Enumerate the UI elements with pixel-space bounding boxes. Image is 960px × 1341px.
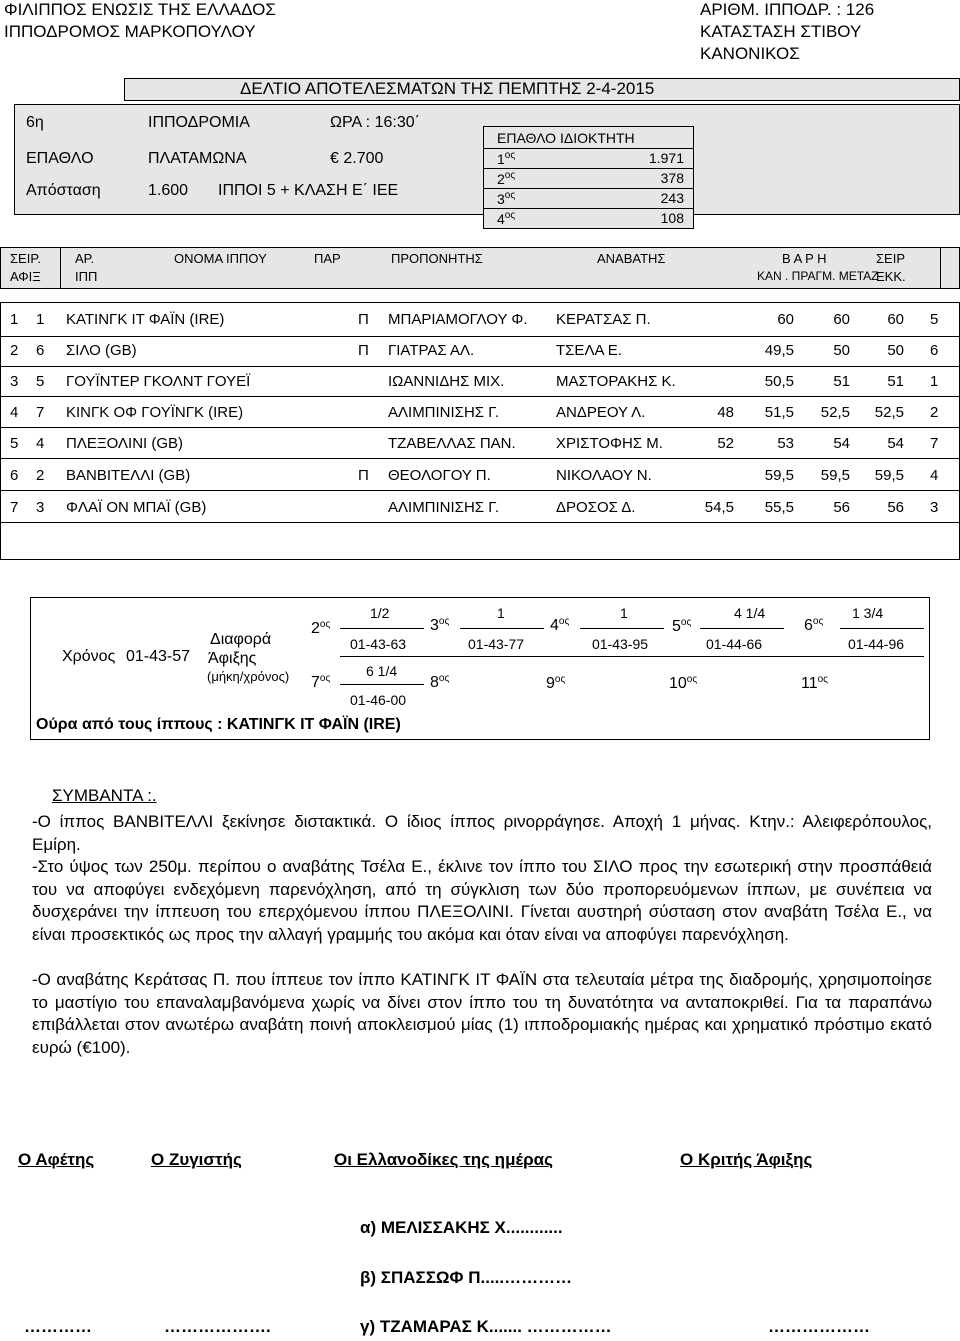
weigher-signature-line: ………………. <box>164 1317 271 1336</box>
row-trainer: ΓΙΑΤΡΑΣ ΑΛ. <box>388 342 475 359</box>
row-horse-name: ΣΙΛΟ (GB) <box>66 342 137 359</box>
row-weight-official: 53 <box>777 435 794 452</box>
row-weight-carried: 51 <box>887 373 904 390</box>
official-judge: Ο Κριτής Άφιξης <box>680 1150 813 1169</box>
owner-prize-amount: 1.971 <box>648 150 684 166</box>
row-jockey: ΜΑΣΤΟΡΑΚΗΣ Κ. <box>556 373 676 390</box>
time-3: 01-43-77 <box>468 636 525 652</box>
row-jockey: ΝΙΚΟΛΑΟΥ Ν. <box>556 467 652 484</box>
official-weigher: Ο Ζυγιστής <box>151 1150 242 1169</box>
starter-signature-line: ………… <box>24 1317 92 1336</box>
event-paragraph-2: -Στο ύψος των 250μ. περίπου ο αναβάτης Τσέλα Ε., έκλινε τον ίππο του ΣΙΛΟ προς την εσωτερική στην προσπάθειά του να αποφύγει ενδεχόμενη παρενόχληση, από τη σύγκλιση των δύο προπορευόμενων ίππων, με συνέπεια να δυσχεράνει την ίππευση του επερχόμενου ίππου ΠΛΕΞΟΛΙΝΙ. Γίνεται αυστηρή σύσταση στον αναβάτη Τσέλα Ε., να είναι προσεκτικός ως προς την αλλαγή γραμμής του ακόμα και όταν είναι να αποφύγει παρενόχληση. <box>32 857 932 944</box>
owner-prize-title: ΕΠΑΘΛΟ ΙΔΙΟΚΤΗΤΗ <box>497 130 635 146</box>
row-horse-name: ΒΑΝΒΙΤΕΛΛΙ (GB) <box>66 467 191 484</box>
racecourse-number: ΑΡΙΘΜ. ΙΠΠΟΔΡ. : 126 <box>700 0 875 19</box>
distance-value: 1.600 <box>148 182 189 199</box>
row-position: 5 <box>10 435 19 452</box>
winning-time: 01-43-57 <box>126 648 191 665</box>
row-horse-number: 5 <box>36 373 45 390</box>
official-starter: Ο Αφέτης <box>18 1150 95 1169</box>
row-par: Π <box>358 311 369 328</box>
horses-class: ΙΠΠΟΙ 5 + ΚΛΑΣΗ Ε΄ ΙΕΕ <box>218 182 399 199</box>
row-start-position: 2 <box>930 404 939 421</box>
race-label: ΙΠΠΟΔΡΟΜΙΑ <box>148 114 250 131</box>
row-weight-official: 49,5 <box>764 342 794 359</box>
row-weight-allowance: 54,5 <box>704 499 734 516</box>
time-label: Χρόνος <box>62 648 116 665</box>
time-2: 01-43-63 <box>350 636 407 652</box>
event-paragraph-1: -Ο ίππος ΒΑΝΒΙΤΕΛΛΙ ξεκίνησε διστακτικά. Ο ίδιος ίππος ρινορράγησε. Αποχή 1 μήνας. Κτην.: Αλειφερόπουλος, Εμίρη. <box>32 812 932 854</box>
row-trainer: ΑΛΙΜΠΙΝΙΣΗΣ Γ. <box>388 499 500 516</box>
row-jockey: ΧΡΙΣΤΟΦΗΣ Μ. <box>556 435 663 452</box>
row-jockey: ΑΝΔΡΕΟΥ Λ. <box>556 404 646 421</box>
col-jockey: ΑΝΑΒΑΤΗΣ <box>597 251 666 266</box>
place-label: $5^{o\varsigma}$ <box>672 617 692 635</box>
row-weight-allowance: 52 <box>717 435 734 452</box>
row-weight-carried: 56 <box>887 499 904 516</box>
judge-signature-line: ……………… <box>768 1317 870 1336</box>
row-horse-name: ΚΙΝΓΚ ΟΦ ΓΟΥΪΝΓΚ (IRE) <box>66 404 244 421</box>
place-label: $3^{o\varsigma}$ <box>430 616 450 634</box>
row-trainer: ΘΕΟΛΟΓΟΥ Π. <box>388 467 491 484</box>
col-num: ΑΡ. <box>75 251 95 266</box>
place-label: $11^{o\varsigma}$ <box>801 674 828 692</box>
place-label: $6^{o\varsigma}$ <box>804 616 824 634</box>
row-horse-number: 7 <box>36 404 45 421</box>
official-stewards: Οι Ελλανοδίκες της ημέρας <box>334 1150 553 1169</box>
owner-prize-place: $3^{o\varsigma}$ <box>497 190 516 207</box>
row-weight-official: 55,5 <box>764 499 794 516</box>
row-horse-name: ΦΛΑΪ ΟΝ ΜΠΑΪ (GB) <box>66 499 207 516</box>
diff-label-1: Διαφορά <box>210 631 272 648</box>
row-weight-carried: 60 <box>887 311 904 328</box>
owner-prize-place: $2^{o\varsigma}$ <box>497 170 516 187</box>
margin-4: 1 <box>620 605 628 621</box>
col-trainer: ΠΡΟΠΟΝΗΤΗΣ <box>391 251 483 266</box>
prize-label: ΕΠΑΘΛΟ <box>26 150 94 167</box>
row-horse-number: 3 <box>36 499 45 516</box>
row-weight-actual: 52,5 <box>820 404 850 421</box>
row-position: 1 <box>10 311 19 328</box>
col-order: ΣΕΙΡ. <box>10 251 41 266</box>
race-time: ΩΡΑ : 16:30΄ <box>330 114 420 131</box>
row-start-position: 5 <box>930 311 939 328</box>
row-start-position: 6 <box>930 342 939 359</box>
row-start-position: 3 <box>930 499 939 516</box>
row-weight-actual: 60 <box>833 311 850 328</box>
owner-prize-place: $4^{o\varsigma}$ <box>497 210 516 227</box>
track-condition: ΚΑΝΟΝΙΚΟΣ <box>700 44 800 63</box>
row-horse-name: ΓΟΥΪΝΤΕΡ ΓΚΟΛΝΤ ΓΟΥΕΪ <box>66 373 251 390</box>
col-num-2: ΙΠΠ <box>75 269 98 284</box>
row-horse-number: 4 <box>36 435 45 452</box>
time-4: 01-43-95 <box>592 636 649 652</box>
margin-3: 1 <box>497 605 505 621</box>
row-horse-name: ΠΛΕΞΟΛΙΝΙ (GB) <box>66 435 184 452</box>
row-jockey: ΚΕΡΑΤΣΑΣ Π. <box>556 311 651 328</box>
row-start-position: 4 <box>930 467 939 484</box>
diff-label-3: (μήκη/χρόνος) <box>207 669 290 684</box>
margin-5: 4 1/4 <box>734 605 766 621</box>
row-trainer: ΑΛΙΜΠΙΝΙΣΗΣ Γ. <box>388 404 500 421</box>
place-label: $8^{o\varsigma}$ <box>430 673 450 691</box>
row-jockey: ΤΣΕΛΑ Ε. <box>556 342 622 359</box>
prize-amount: € 2.700 <box>330 150 384 167</box>
steward-b: β) ΣΠΑΣΣΩΦ Π.....………… <box>360 1268 573 1287</box>
row-weight-allowance: 48 <box>717 404 734 421</box>
place-label: $2^{o\varsigma}$ <box>311 619 331 637</box>
col-arrival: ΑΦΙΞ <box>10 269 41 284</box>
race-number: 6η <box>26 114 44 131</box>
row-position: 4 <box>10 404 19 421</box>
row-position: 2 <box>10 342 19 359</box>
distance-label: Απόσταση <box>26 182 101 199</box>
row-horse-number: 6 <box>36 342 45 359</box>
row-par: Π <box>358 467 369 484</box>
row-weight-official: 60 <box>777 311 794 328</box>
row-start-position: 1 <box>930 373 939 390</box>
col-par: ΠΑΡ <box>314 251 341 266</box>
col-weights: Β Α Ρ Η <box>782 251 827 266</box>
federation-name: ΦΙΛΙΠΠΟΣ ΕΝΩΣΙΣ ΤΗΣ ΕΛΛΑΔΟΣ <box>4 0 276 19</box>
place-label: $10^{o\varsigma}$ <box>669 674 698 692</box>
time-7: 01-46-00 <box>350 692 407 708</box>
col-horse-name: ΟΝΟΜΑ ΙΠΠΟΥ <box>174 251 267 266</box>
row-position: 6 <box>10 467 19 484</box>
place-label: $4^{o\varsigma}$ <box>550 616 570 634</box>
row-weight-actual: 51 <box>833 373 850 390</box>
row-horse-name: ΚΑΤΙΝΓΚ ΙΤ ΦΑΪΝ (IRE) <box>66 311 225 328</box>
col-start: ΣΕΙΡ <box>876 251 905 266</box>
margin-7: 6 1/4 <box>366 663 398 679</box>
row-weight-carried: 59,5 <box>874 467 904 484</box>
row-weight-official: 59,5 <box>764 467 794 484</box>
tail-horse: Ούρα από τους ίππους : ΚΑΤΙΝΓΚ ΙΤ ΦΑΪΝ (IRE) <box>36 716 401 733</box>
row-position: 3 <box>10 373 19 390</box>
row-weight-official: 51,5 <box>764 404 794 421</box>
time-6: 01-44-96 <box>848 636 905 652</box>
row-horse-number: 2 <box>36 467 45 484</box>
row-trainer: ΜΠΑΡΙΑΜΟΓΛΟΥ Φ. <box>388 311 528 328</box>
row-position: 7 <box>10 499 19 516</box>
owner-prize-amount: 243 <box>660 190 684 206</box>
event-paragraph-3: -Ο αναβάτης Κεράτσας Π. που ίππευε τον ίππο ΚΑΤΙΝΓΚ ΙΤ ΦΑΪΝ στα τελευταία μέτρα της διαδρομής, χρησιμοποίησε το μαστίγιο του επαναλαμβανόμενα χωρίς να δίνει στον ίππο του τη δυνατότητα να ανταποκριθεί. Για τα παραπάνω επιβάλλεται στον ανωτέρω αναβάτη ποινή αποκλεισμού μίας (1) ιπποδρομιακής ημέρας και χρηματικό πρόστιμο εκατό ευρώ (€100). <box>32 970 932 1057</box>
row-weight-carried: 50 <box>887 342 904 359</box>
row-weight-actual: 56 <box>833 499 850 516</box>
row-weight-actual: 59,5 <box>820 467 850 484</box>
row-trainer: ΙΩΑΝΝΙΔΗΣ ΜΙΧ. <box>388 373 505 390</box>
col-weights-sub: ΚΑΝ . ΠΡΑΓΜ. ΜΕΤΑΖ <box>757 269 879 283</box>
place-label: $7^{o\varsigma}$ <box>311 673 331 691</box>
row-weight-actual: 50 <box>833 342 850 359</box>
row-horse-number: 1 <box>36 311 45 328</box>
row-start-position: 7 <box>930 435 939 452</box>
row-par: Π <box>358 342 369 359</box>
row-trainer: ΤΖΑΒΕΛΛΑΣ ΠΑΝ. <box>388 435 516 452</box>
place-label: $9^{o\varsigma}$ <box>546 674 566 692</box>
track-status: ΚΑΤΑΣΤΑΣΗ ΣΤΙΒΟΥ <box>700 22 862 41</box>
steward-c: γ) ΤΖΑΜΑΡΑΣ Κ....... …………… <box>360 1317 612 1336</box>
owner-prize-place: $1^{o\varsigma}$ <box>497 150 516 167</box>
time-5: 01-44-66 <box>706 636 763 652</box>
bulletin-title: ΔΕΛΤΙΟ ΑΠΟΤΕΛΕΣΜΑΤΩΝ ΤΗΣ ΠΕΜΠΤΗΣ 2-4-2015 <box>240 79 655 98</box>
racecourse-name: ΙΠΠΟΔΡΟΜΟΣ ΜΑΡΚΟΠΟΥΛΟΥ <box>4 22 256 41</box>
row-weight-carried: 54 <box>887 435 904 452</box>
row-weight-actual: 54 <box>833 435 850 452</box>
owner-prize-amount: 378 <box>660 170 684 186</box>
events-title: ΣΥΜΒΑΝΤΑ :. <box>52 786 157 805</box>
row-jockey: ΔΡΟΣΟΣ Δ. <box>556 499 636 516</box>
owner-prize-amount: 108 <box>660 210 684 226</box>
margin-2: 1/2 <box>370 605 390 621</box>
row-weight-carried: 52,5 <box>874 404 904 421</box>
steward-a: α) ΜΕΛΙΣΣΑΚΗΣ Χ............ <box>360 1218 563 1237</box>
col-start-2: ΕΚΚ. <box>876 269 906 284</box>
diff-label-2: Άφιξης <box>208 650 257 667</box>
margin-6: 1 3/4 <box>852 605 884 621</box>
prize-name: ΠΛΑΤΑΜΩΝΑ <box>148 150 247 167</box>
row-weight-official: 50,5 <box>764 373 794 390</box>
